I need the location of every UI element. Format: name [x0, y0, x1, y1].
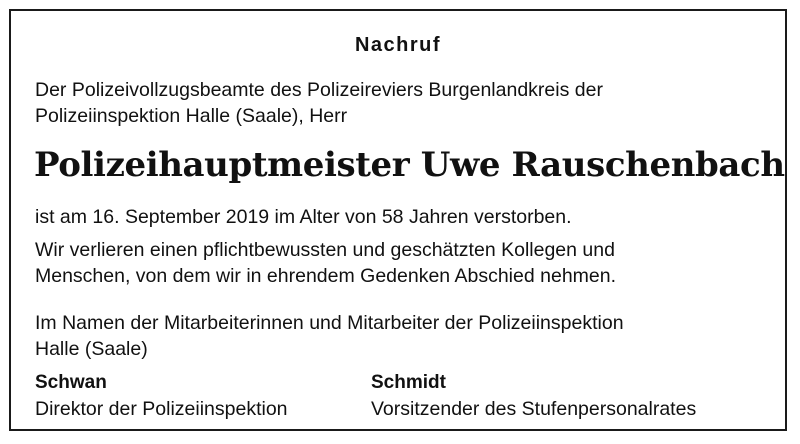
signatory-1-name: Schwan	[35, 372, 107, 393]
deceased-name: Polizeihauptmeister Uwe Rauschenbach	[34, 145, 785, 185]
signatory-1-role: Direktor der Polizeiinspektion	[35, 398, 288, 420]
intro-line-1: Der Polizeivollzugsbeamte des Polizeireviers Burgenlandkreis der	[35, 79, 603, 101]
signatory-2-name: Schmidt	[371, 372, 446, 393]
intro-line-2: Polizeiinspektion Halle (Saale), Herr	[35, 105, 348, 127]
death-statement: ist am 16. September 2019 im Alter von 58 Jahren verstorben.	[35, 206, 572, 228]
notice-heading: Nachruf	[354, 34, 442, 56]
obituary-notice	[9, 9, 787, 431]
signatory-2-role: Vorsitzender des Stufenpersonalrates	[371, 398, 697, 420]
tribute-line-2: Menschen, von dem wir in ehrendem Gedenken Abschied nehmen.	[35, 265, 617, 287]
on-behalf-line-1: Im Namen der Mitarbeiterinnen und Mitarbeiter der Polizeiinspektion	[35, 312, 624, 334]
on-behalf-line-2: Halle (Saale)	[35, 338, 148, 360]
tribute-line-1: Wir verlieren einen pflichtbewussten und geschätzten Kollegen und	[35, 239, 615, 261]
